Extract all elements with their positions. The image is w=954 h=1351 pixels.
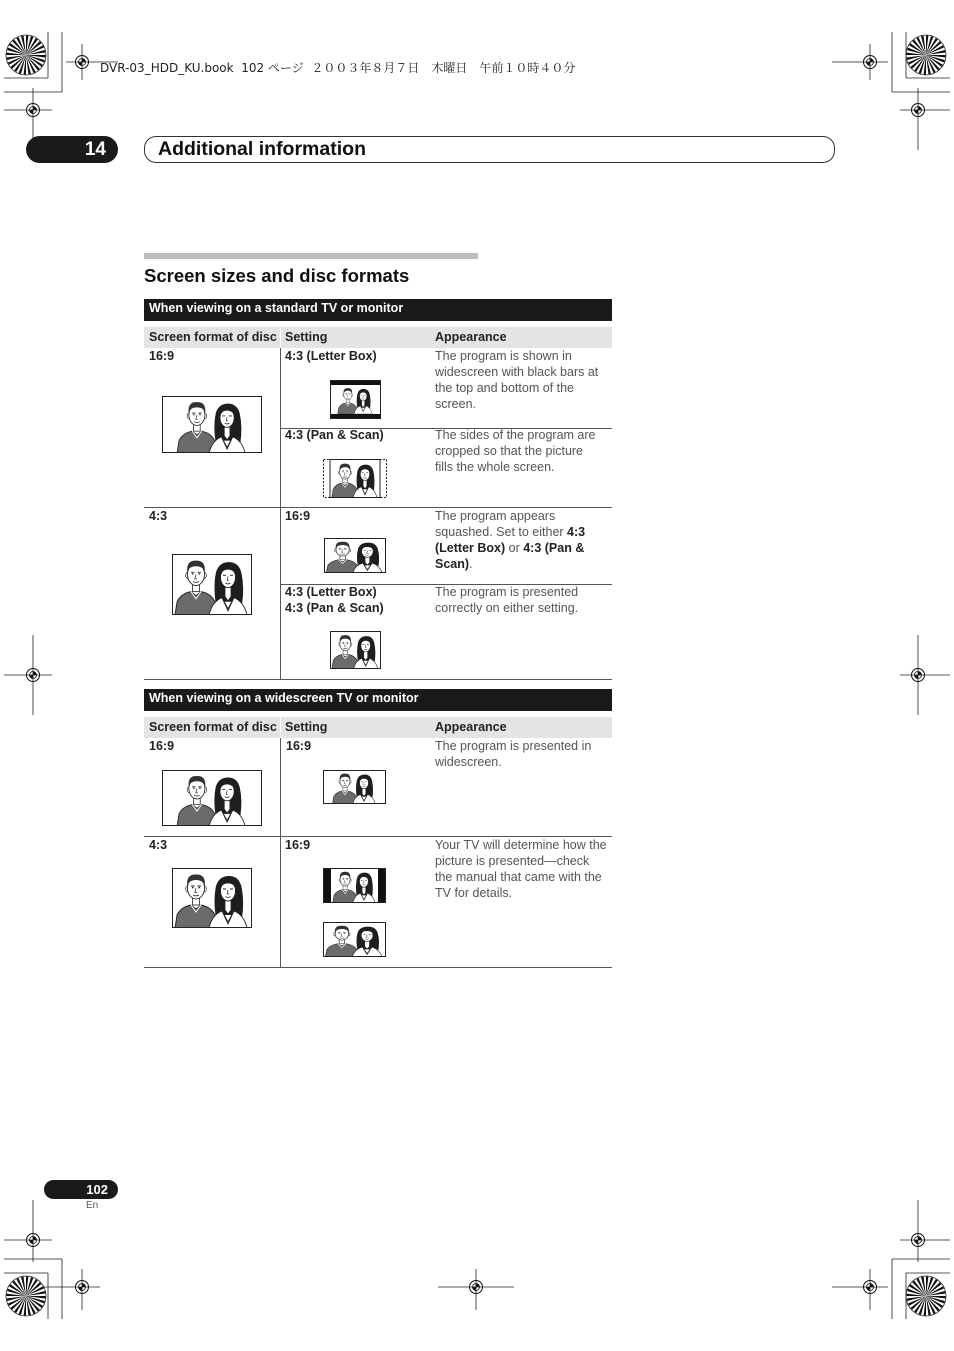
appearance-text: The program appears squashed. Set to either [435, 509, 568, 539]
appearance-cell: The program is shown in widescreen with black bars at the top and bottom of the screen. [435, 349, 599, 411]
column-divider [280, 327, 281, 348]
appearance-cell: The sides of the program are cropped so that the picture fills the whole screen. [435, 428, 596, 474]
section-accent-bar [144, 253, 478, 259]
appearance-cell: Your TV will determine how the picture is presented—check the manual that came with the TV for details. [435, 838, 607, 900]
print-file-header: DVR-03_HDD_KU.book 102 ページ ２００３年８月７日 木曜日 午前１０時４０分 [100, 61, 576, 75]
registration-target-mark [27, 1234, 40, 1247]
registration-target-mark [76, 56, 89, 69]
illustration-pillar-box [323, 868, 386, 903]
chapter-number-badge: 14 [26, 136, 118, 163]
column-header-disc-format: Screen format of disc [149, 720, 277, 734]
illustration-correct-4-3 [330, 631, 381, 669]
widescreen-tv-column-headers [144, 717, 612, 738]
disc-format-cell: 4:3 [149, 509, 168, 523]
widescreen-tv-table-heading: When viewing on a widescreen TV or monitor [144, 689, 612, 711]
appearance-cell: The program is presented in widescreen. [435, 739, 592, 769]
language-code: En [86, 1200, 99, 1211]
registration-target-mark [912, 669, 925, 682]
disc-format-cell: 4:3 [149, 838, 168, 852]
table-bottom-rule [144, 967, 612, 968]
appearance-bold-setting: 4:3 (Pan & Scan) [435, 541, 585, 571]
illustration-pan-and-scan [323, 459, 387, 498]
appearance-bold-setting: 4:3 (Letter Box) [435, 525, 586, 555]
table-bottom-rule [144, 679, 612, 680]
registration-target-mark [27, 104, 40, 117]
registration-target-mark [912, 104, 925, 117]
chapter-title: Additional information [158, 138, 366, 160]
disc-format-cell: 16:9 [149, 349, 175, 363]
registration-target-mark [76, 1281, 89, 1294]
column-divider [280, 348, 281, 679]
setting-cell [285, 584, 384, 616]
registration-target-mark [912, 1234, 925, 1247]
column-header-appearance: Appearance [435, 330, 507, 344]
registration-target-mark [864, 1281, 877, 1294]
illustration-letter-box [330, 380, 381, 419]
registration-star-mark [906, 1276, 946, 1316]
registration-star-mark [906, 35, 946, 75]
standard-tv-table-heading: When viewing on a standard TV or monitor [144, 299, 612, 321]
setting-cell: 16:9 [285, 838, 311, 852]
column-header-setting: Setting [285, 720, 328, 734]
section-title: Screen sizes and disc formats [144, 265, 410, 286]
setting-cell: 4:3 (Pan & Scan) [285, 428, 384, 442]
illustration-disc-4-3 [172, 554, 252, 615]
appearance-cell: The program is presented correctly on either setting. [435, 585, 579, 615]
page-number-badge: 102 [44, 1180, 118, 1199]
column-divider [280, 717, 281, 738]
registration-target-mark [864, 56, 877, 69]
column-header-disc-format: Screen format of disc [149, 330, 277, 344]
registration-star-mark [6, 1276, 46, 1316]
chapter-title-box [144, 136, 835, 163]
illustration-stretched [323, 922, 386, 957]
illustration-squashed [324, 538, 386, 573]
illustration-widescreen [323, 770, 386, 804]
column-header-setting: Setting [285, 330, 328, 344]
illustration-disc-4-3 [172, 868, 252, 928]
standard-tv-column-headers [144, 327, 612, 348]
setting-line: 4:3 (Letter Box) [285, 585, 377, 599]
disc-format-cell: 16:9 [149, 739, 175, 753]
setting-line: 4:3 (Pan & Scan) [285, 601, 384, 615]
appearance-text: . [469, 557, 473, 571]
registration-star-mark [6, 35, 46, 75]
illustration-disc-16-9 [162, 396, 262, 453]
illustration-disc-16-9 [162, 770, 262, 826]
setting-cell: 16:9 [285, 509, 311, 523]
appearance-text: or [505, 541, 524, 555]
setting-cell: 4:3 (Letter Box) [285, 349, 377, 363]
column-header-appearance: Appearance [435, 720, 507, 734]
registration-target-mark [27, 669, 40, 682]
column-divider [280, 738, 281, 967]
setting-cell: 16:9 [286, 739, 312, 753]
appearance-cell [435, 508, 607, 572]
registration-target-mark [470, 1281, 483, 1294]
